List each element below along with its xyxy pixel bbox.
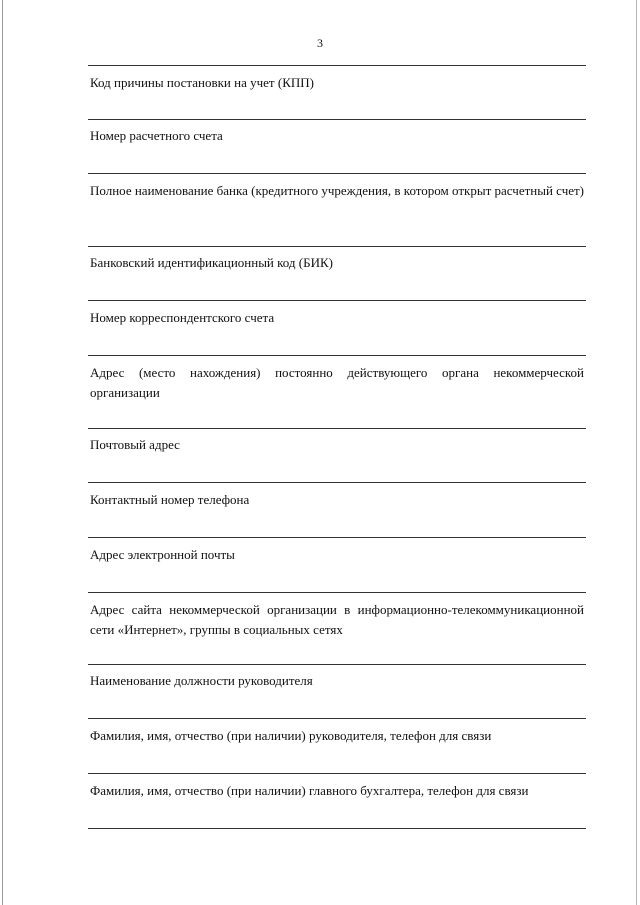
form-line-postal-address[interactable]	[88, 482, 586, 483]
field-label-kpp: Код причины постановки на учет (КПП)	[90, 75, 314, 90]
field-label-correspondent-account: Номер корреспондентского счета	[90, 310, 275, 325]
field-label-email: Адрес электронной почты	[90, 547, 235, 562]
field-label-account-number: Номер расчетного счета	[90, 128, 223, 143]
form-line-account-number[interactable]	[88, 173, 586, 174]
form-line-website[interactable]	[88, 664, 586, 665]
field-label-head-name-phone: Фамилия, имя, отчество (при наличии) руководителя, телефон для связи	[90, 728, 492, 743]
page-number: 3	[317, 36, 323, 50]
field-label-bik: Банковский идентификационный код (БИК)	[90, 255, 333, 270]
form-line-top	[88, 65, 586, 66]
form-line-phone[interactable]	[88, 537, 586, 538]
form-line-bik[interactable]	[88, 300, 586, 301]
form-line-kpp[interactable]	[88, 119, 586, 120]
page-edge-right	[636, 0, 637, 905]
field-label-accountant-name-phone: Фамилия, имя, отчество (при наличии) главного бухгалтера, телефон для связи	[90, 783, 529, 798]
form-line-legal-address[interactable]	[88, 428, 586, 429]
field-label-phone: Контактный номер телефона	[90, 492, 250, 507]
field-label-website: Адрес сайта некоммерческой организации в информационно-телекоммуникационной сети «Интернет», группы в социальных сетях	[90, 602, 584, 637]
form-line-bank-name[interactable]	[88, 246, 586, 247]
form-line-accountant-name-phone[interactable]	[88, 828, 586, 829]
field-label-bank-name: Полное наименование банка (кредитного учреждения, в котором открыт расчетный счет)	[90, 183, 585, 198]
page-edge-left	[2, 0, 3, 905]
field-label-postal-address: Почтовый адрес	[90, 437, 180, 452]
form-line-correspondent-account[interactable]	[88, 355, 586, 356]
form-line-email[interactable]	[88, 592, 586, 593]
field-label-head-position: Наименование должности руководителя	[90, 673, 313, 688]
field-label-legal-address: Адрес (место нахождения) постоянно действующего органа некоммерческой организации	[90, 365, 584, 400]
form-line-head-name-phone[interactable]	[88, 773, 586, 774]
form-line-head-position[interactable]	[88, 718, 586, 719]
